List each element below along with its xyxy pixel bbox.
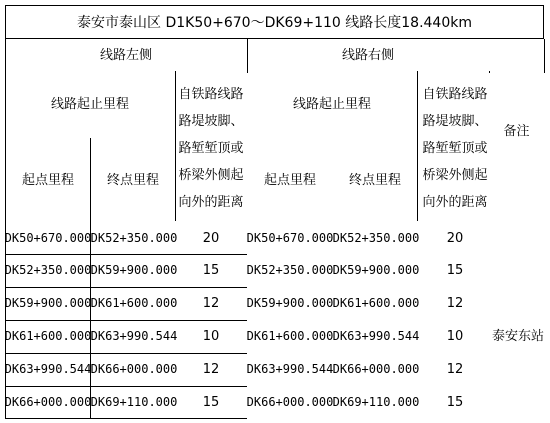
right-distance-cell: 12 [446, 362, 464, 377]
right-start-cell: DK63+990.544 [246, 362, 334, 376]
right-distance-cell: 12 [446, 296, 464, 311]
right-end-cell: DK63+990.544 [332, 329, 420, 343]
start-right-header: 起点里程 [263, 173, 316, 188]
left-end-cell: DK52+350.000 [90, 231, 178, 245]
right-distance-cell: 15 [446, 394, 464, 410]
divider-left-right [247, 39, 248, 73]
right-distance-cell: 20 [446, 231, 464, 246]
distance-left-header: 自铁路线路路堤坡脚、路堑堑顶或桥梁外侧起向外的距离 [178, 86, 244, 210]
left-distance-cell: 10 [202, 329, 220, 344]
left-end-cell: DK66+000.000 [90, 362, 178, 376]
right-side-header: 线路右侧 [341, 47, 394, 63]
right-start-cell: DK52+350.000 [246, 263, 334, 277]
left-end-cell: DK69+110.000 [90, 394, 178, 409]
distance-right-header: 自铁路线路路堤坡脚、路堑堑顶或桥梁外侧起向外的距离 [422, 86, 488, 210]
right-end-cell: DK61+600.000 [332, 296, 420, 310]
start-left-header: 起点里程 [21, 173, 74, 188]
left-end-cell: DK61+600.000 [90, 296, 178, 310]
left-distance-cell: 15 [202, 263, 220, 278]
row-divider [5, 418, 247, 419]
divider-right-distance [417, 71, 418, 221]
left-start-cell: DK52+350.000 [4, 263, 92, 277]
left-start-cell: DK66+000.000 [4, 394, 92, 409]
remark-header: 备注 [503, 123, 530, 139]
left-start-cell: DK61+600.000 [4, 329, 92, 343]
right-distance-cell: 15 [446, 263, 464, 278]
left-start-cell: DK50+670.000 [4, 231, 92, 245]
left-distance-cell: 15 [202, 394, 220, 410]
left-start-cell: DK63+990.544 [4, 362, 92, 376]
left-start-cell: DK59+900.000 [4, 296, 92, 310]
remark-cell: 泰安东站 [491, 329, 544, 344]
right-end-cell: DK69+110.000 [332, 394, 420, 409]
left-distance-cell: 12 [202, 362, 220, 377]
right-start-cell: DK59+900.000 [246, 296, 334, 310]
range-right-header: 线路起止里程 [292, 97, 371, 112]
left-distance-cell: 20 [202, 231, 220, 246]
right-distance-cell: 10 [446, 329, 464, 344]
divider-remark [489, 71, 490, 73]
end-right-header: 终点里程 [348, 173, 401, 188]
right-start-cell: DK61+600.000 [246, 329, 334, 343]
range-left-header: 线路起止里程 [50, 97, 129, 112]
end-left-header: 终点里程 [106, 173, 159, 188]
right-start-cell: DK50+670.000 [246, 231, 334, 245]
right-start-cell: DK66+000.000 [246, 394, 334, 409]
divider-left-distance [175, 71, 176, 221]
right-end-cell: DK66+000.000 [332, 362, 420, 376]
left-end-cell: DK59+900.000 [90, 263, 178, 277]
right-end-cell: DK52+350.000 [332, 231, 420, 245]
left-side-header: 线路左侧 [99, 47, 152, 63]
left-distance-cell: 12 [202, 296, 220, 311]
outer-right-border [544, 39, 545, 73]
table-title: 泰安市泰山区 D1K50+670～DK69+110 线路长度18.440km [5, 5, 544, 39]
right-end-cell: DK59+900.000 [332, 263, 420, 277]
left-end-cell: DK63+990.544 [90, 329, 178, 343]
